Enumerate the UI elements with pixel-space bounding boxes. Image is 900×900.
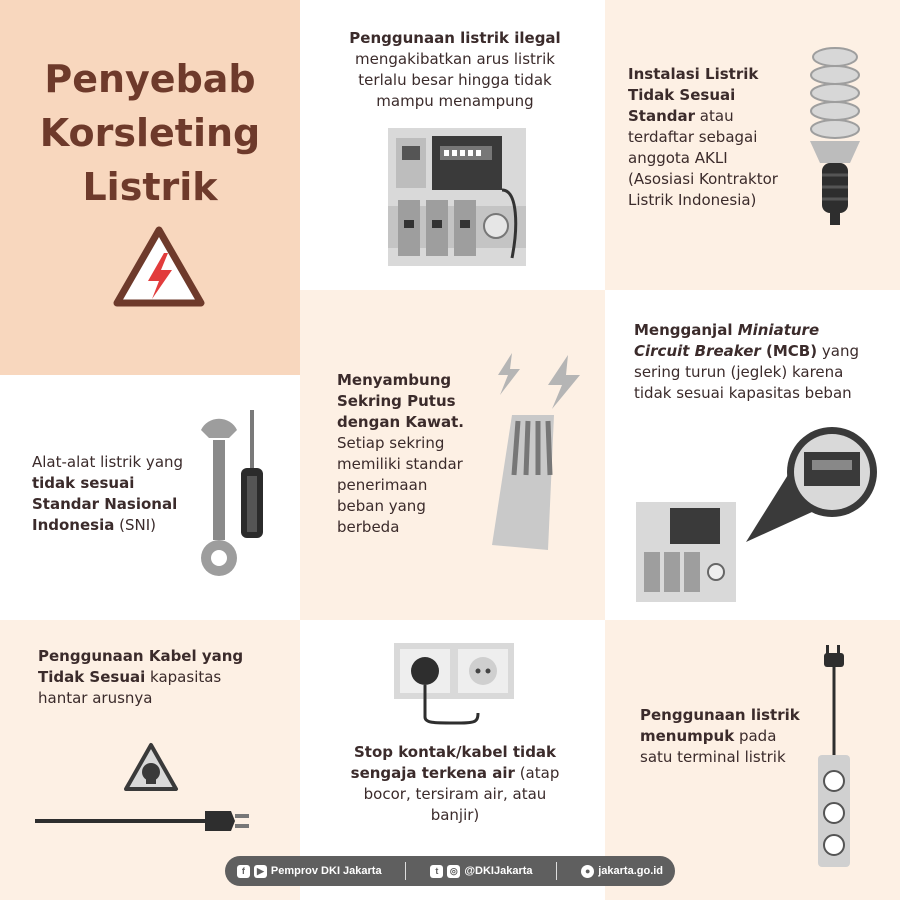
title-line-2: Korsleting	[39, 111, 261, 155]
footer-divider	[405, 862, 406, 880]
illegal-text: Penggunaan listrik ilegal mengakibatkan arus listrik terlalu besar hingga tidak mampu menampung	[349, 29, 561, 110]
electric-panel-icon	[388, 128, 526, 266]
footer-site-group	[581, 865, 663, 878]
twitter-icon[interactable]: t	[430, 865, 443, 878]
warning-lightning-icon	[112, 225, 206, 309]
socket-icon	[394, 643, 514, 725]
sekring-text: Menyambung Sekring Putus dengan Kawat. Setiap sekring memiliki standar penerimaan beban yang berbeda	[337, 371, 464, 536]
footer-handle[interactable]: @DKIJakarta	[464, 865, 533, 877]
footer-org[interactable]: Pemprov DKI Jakarta	[270, 865, 382, 877]
sni-text: Alat-alat listrik yang tidak sesuai Standar Nasional Indonesia (SNI)	[32, 453, 184, 534]
air-text: Stop kontak/kabel tidak sengaja terkena air (atap bocor, tersiram air, atau banjir)	[350, 743, 560, 824]
page-title	[0, 52, 300, 214]
mcb-meter-icon	[636, 422, 884, 602]
footer-handle-group	[430, 865, 532, 878]
kabel-text: Penggunaan Kabel yang Tidak Sesuai kapasitas hantar arusnya	[38, 647, 244, 707]
cable-plug-icon	[35, 808, 250, 834]
footer-site[interactable]: jakarta.go.id	[598, 865, 664, 877]
light-bulb-icon	[806, 45, 864, 227]
title-line-3: Listrik	[82, 165, 218, 209]
mcb-text: Mengganjal Miniature Circuit Breaker (MCB) yang sering turun (jeglek) karena tidak sesuai kapasitas beban	[634, 321, 859, 402]
footer-bar	[225, 856, 675, 886]
footer-social-group	[237, 865, 382, 878]
facebook-icon[interactable]: f	[237, 865, 250, 878]
instalasi-text: Instalasi Listrik Tidak Sesuai Standar atau terdaftar sebagai anggota AKLI (Asosiasi Kontraktor Listrik Indonesia)	[628, 65, 778, 209]
youtube-icon[interactable]: ▶	[254, 865, 267, 878]
skull-warning-icon	[123, 742, 179, 792]
footer-divider	[556, 862, 557, 880]
power-strip-icon	[818, 645, 850, 867]
title-line-1: Penyebab	[44, 57, 256, 101]
sparking-wires-icon	[488, 345, 586, 555]
menumpuk-text: Penggunaan listrik menumpuk pada satu terminal listrik	[640, 706, 800, 766]
instagram-icon[interactable]: ◎	[447, 865, 460, 878]
globe-icon[interactable]: ●	[581, 865, 594, 878]
wrench-screwdriver-icon	[195, 410, 275, 578]
